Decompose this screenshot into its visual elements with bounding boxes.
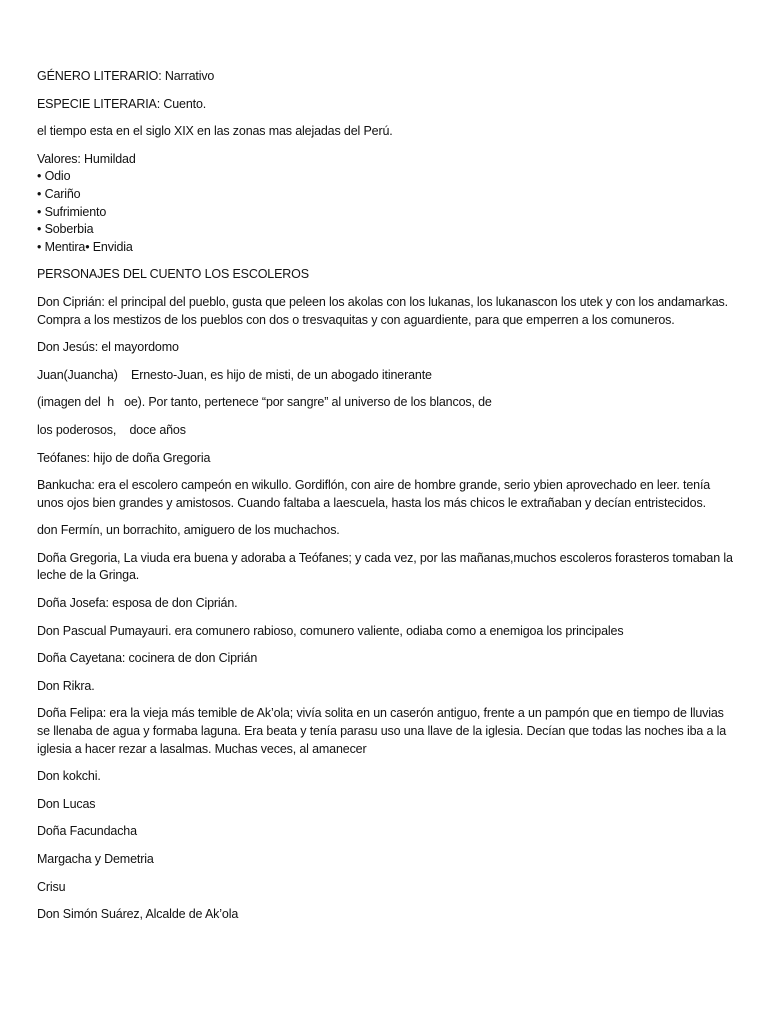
character-entry: (imagen del h oe). Por tanto, pertenece “por sangre” al universo de los blancos, de: [37, 395, 492, 410]
character-entry: Doña Josefa: esposa de don Ciprián.: [37, 596, 238, 611]
values-heading: Valores: Humildad: [37, 151, 136, 166]
value-item: • Odio: [37, 168, 737, 186]
character-entry: Bankucha: era el escolero campeón en wikullo. Gordiflón, con aire de hombre grande, serio ybien aprovechado en leer. tenía unos ojos bien grandes y amistosos. Cuando faltaba a laescuela, hasta los más chicos le extrañaban y decían entristecidos.: [37, 478, 714, 510]
species-line: ESPECIE LITERARIA: Cuento.: [37, 96, 207, 111]
character-entry: Don Rikra.: [37, 678, 95, 693]
values-list: [37, 151, 737, 257]
character-entry: Don Pascual Pumayauri. era comunero rabioso, comunero valiente, odiaba como a enemigoa los principales: [37, 623, 624, 638]
character-entry: Crisu: [37, 879, 66, 894]
character-entry: don Fermín, un borrachito, amiguero de los muchachos.: [37, 523, 340, 538]
value-item: • Mentira• Envidia: [37, 239, 737, 257]
character-entry: los poderosos, doce años: [37, 422, 186, 437]
character-entry: Don kokchi.: [37, 769, 101, 784]
character-entry: Juan(Juancha) Ernesto-Juan, es hijo de misti, de un abogado itinerante: [37, 367, 432, 382]
character-entry: Don Simón Suárez, Alcalde de Ak’ola: [37, 907, 239, 922]
genre-line: GÉNERO LITERARIO: Narrativo: [37, 69, 215, 83]
character-entry: Doña Felipa: era la vieja más temible de Ak’ola; vivía solita en un caserón antiguo, frente a un pampón que en tiempo de lluvias se llenaba de agua y formaba laguna. Era beata y tenía parasu uso una llave de la iglesia. Decían que todas las noches iba a la iglesia a hacer rezar a lasalmas. Muchas veces, al amanecer: [37, 706, 730, 756]
value-item: • Soberbia: [37, 221, 737, 239]
character-entry: Don Ciprián: el principal del pueblo, gusta que peleen los akolas con los lukanas, los lukanascon los utek y con los andamarkas. Compra a los mestizos de los pueblos con dos o tresvaquitas y con aguardiente, para que emperren a los comuneros.: [37, 294, 732, 327]
value-item: • Sufrimiento: [37, 204, 737, 222]
character-entry: Teófanes: hijo de doña Gregoria: [37, 450, 211, 465]
character-entry: Doña Facundacha: [37, 824, 137, 839]
time-setting-line: el tiempo esta en el siglo XIX en las zonas mas alejadas del Perú.: [37, 124, 393, 139]
characters-heading: PERSONAJES DEL CUENTO LOS ESCOLEROS: [37, 267, 309, 282]
character-entry: Don Jesús: el mayordomo: [37, 340, 179, 355]
character-entry: Doña Gregoria, La viuda era buena y adoraba a Teófanes; y cada vez, por las mañanas,muchos escoleros forasteros tomaban la leche de la Gringa.: [37, 550, 737, 583]
document-body: [37, 68, 737, 934]
character-entry: Doña Cayetana: cocinera de don Ciprián: [37, 651, 258, 666]
value-item: • Cariño: [37, 186, 737, 204]
character-entry: Don Lucas: [37, 796, 96, 811]
character-entry: Margacha y Demetria: [37, 852, 154, 866]
